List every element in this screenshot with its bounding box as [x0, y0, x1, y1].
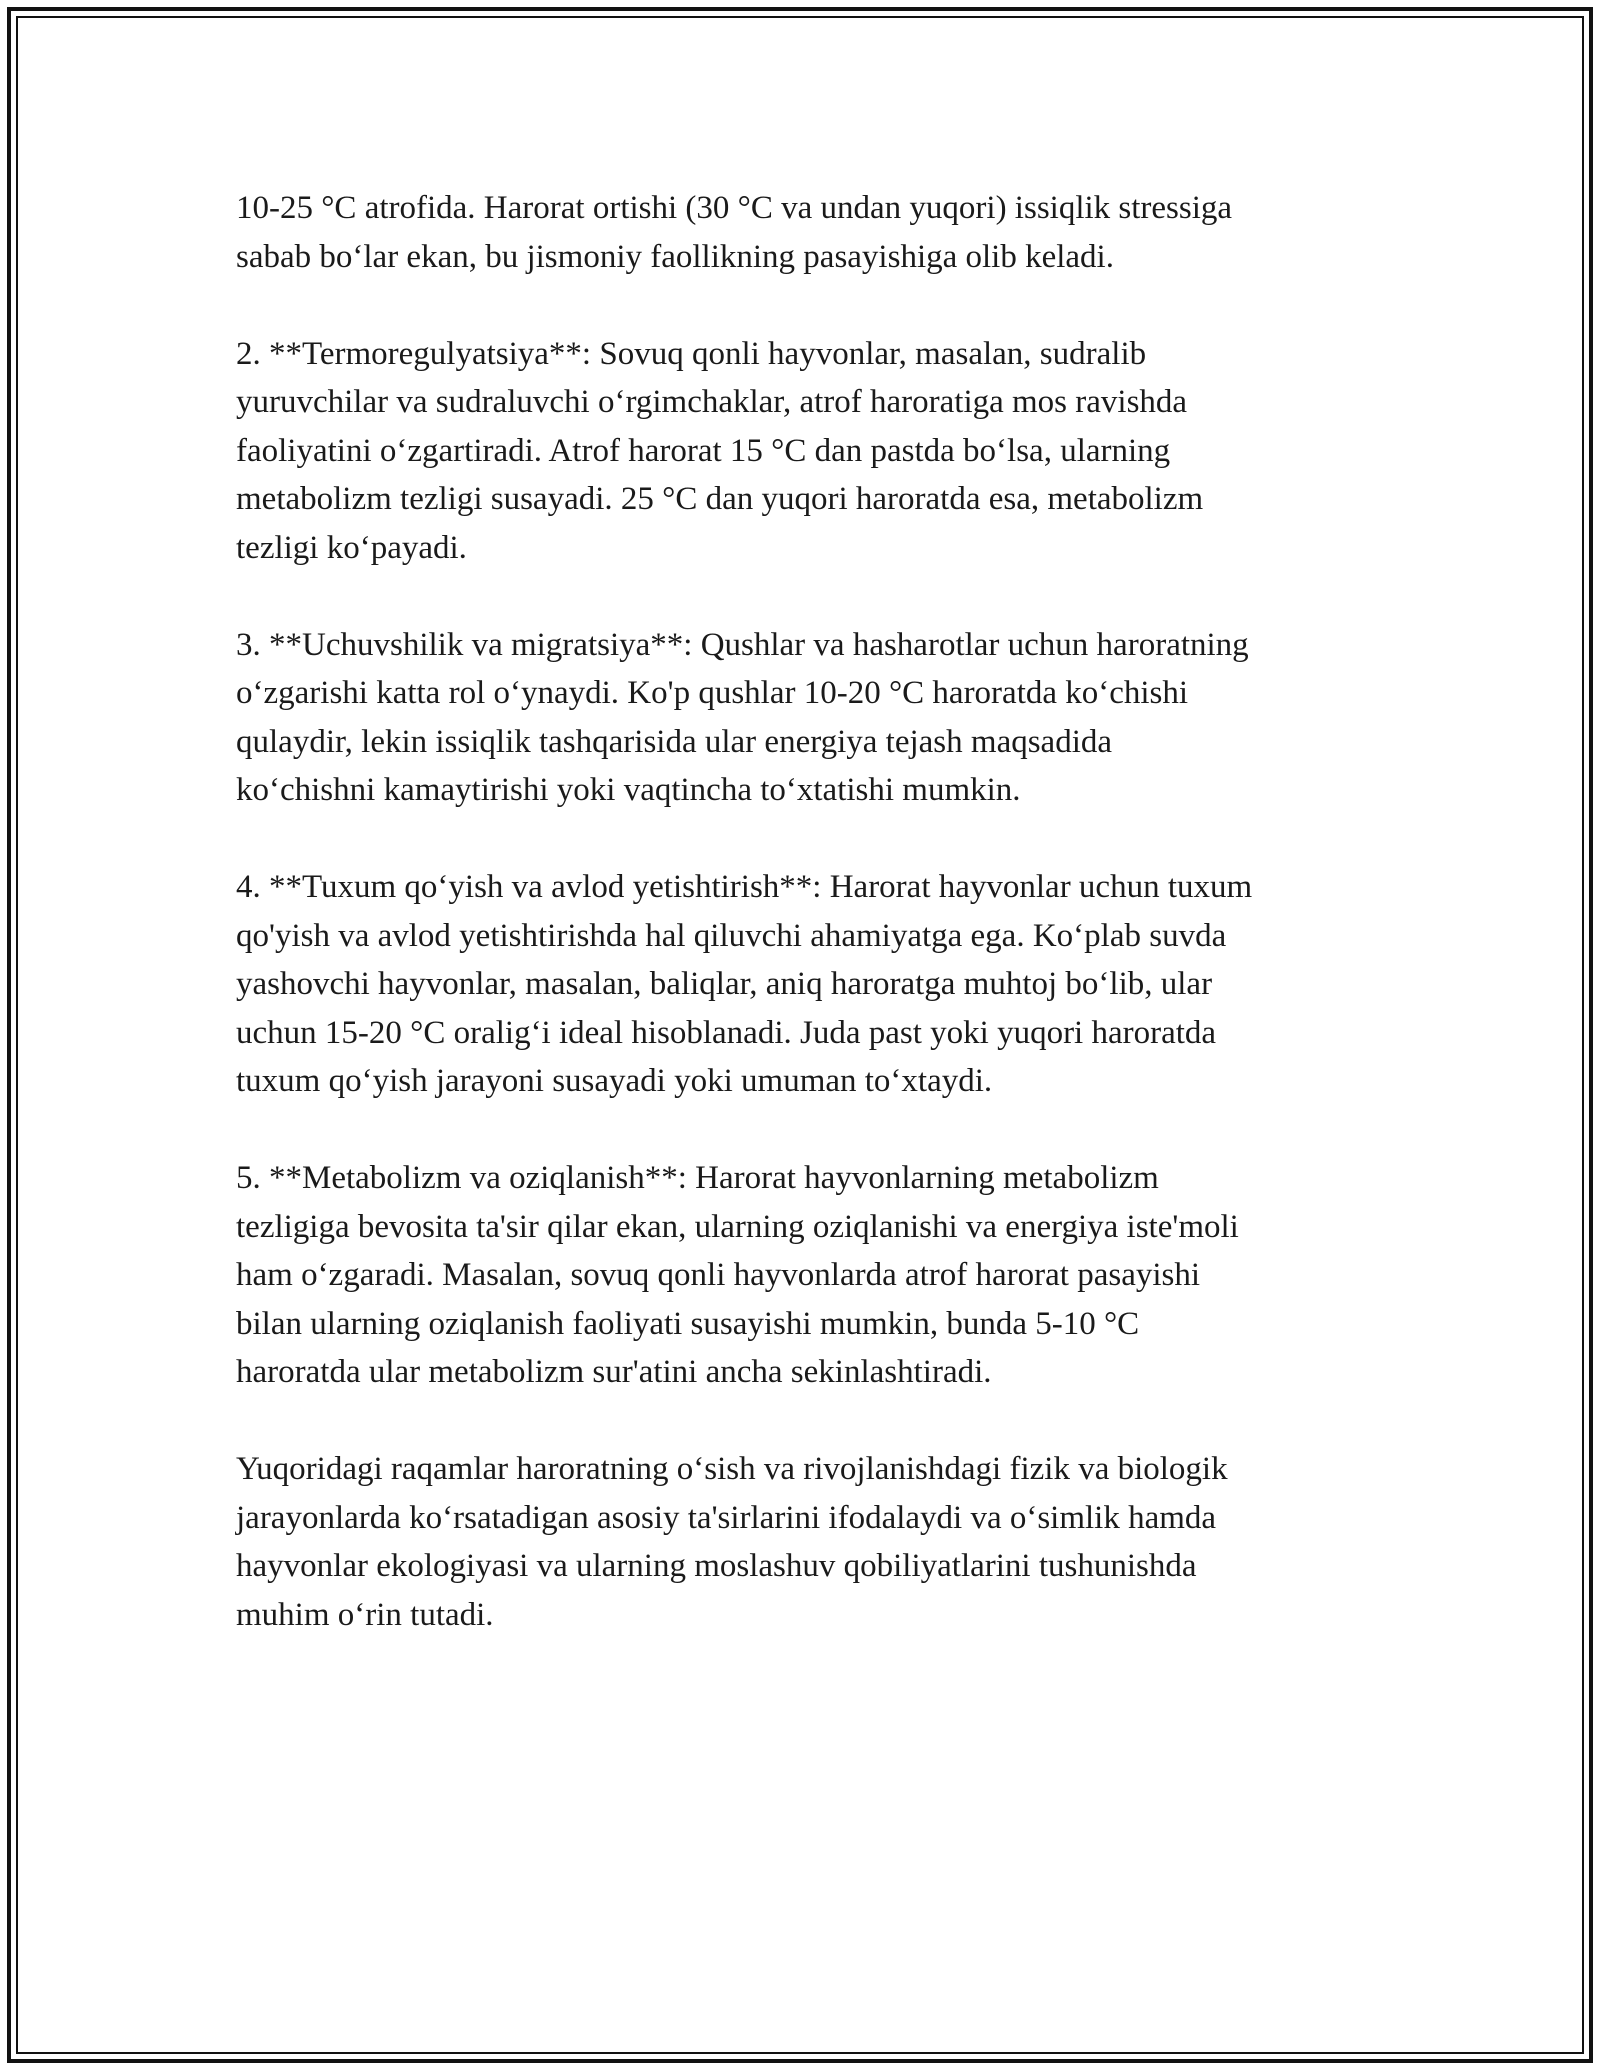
paragraph-intro-continuation: [236, 184, 1416, 281]
document-body: [236, 184, 1416, 1639]
text-line: 3. **Uchuvshilik va migratsiya**: Qushlar va hasharotlar uchun haroratning: [236, 626, 1249, 663]
text-line: 10-25 °C atrofida. Harorat ortishi (30 °C va undan yuqori) issiqlik stressiga: [236, 190, 1233, 226]
text-line: o‘zgarishi katta rol o‘ynaydi. Ko'p qushlar 10-20 °C haroratda ko‘chishi: [236, 675, 1189, 711]
text-line: sabab bo‘lar ekan, bu jismoniy faollikning pasayishiga olib keladi.: [236, 238, 1114, 275]
text-line: 2. **Termoregulyatsiya**: Sovuq qonli hayvonlar, masalan, sudralib: [236, 335, 1147, 372]
paragraph-item-4: [236, 863, 1416, 1106]
text-line: yuruvchilar va sudraluvchi o‘rgimchaklar, atrof haroratiga mos ravishda: [236, 384, 1188, 420]
text-line: tezligi ko‘payadi.: [236, 529, 467, 566]
text-line: Yuqoridagi raqamlar haroratning o‘sish va rivojlanishdagi fizik va biologik: [236, 1451, 1228, 1487]
text-line: jarayonlarda ko‘rsatadigan asosiy ta'sirlarini ifodalaydi va o‘simlik hamda: [236, 1499, 1217, 1536]
text-line: faoliyatini o‘zgartiradi. Atrof harorat 15 °C dan pastda bo‘lsa, ularning: [236, 432, 1171, 469]
paragraph-item-3: [236, 621, 1416, 815]
text-line: ko‘chishni kamaytirishi yoki vaqtincha to‘xtatishi mumkin.: [236, 772, 1021, 808]
text-line: yashovchi hayvonlar, masalan, baliqlar, aniq haroratga muhtoj bo‘lib, ular: [236, 966, 1213, 1002]
text-line: ham o‘zgaradi. Masalan, sovuq qonli hayvonlarda atrof harorat pasayishi: [236, 1257, 1201, 1293]
paragraph-conclusion: [236, 1445, 1416, 1639]
text-line: 4. **Tuxum qo‘yish va avlod yetishtirish**: Harorat hayvonlar uchun tuxum: [236, 869, 1253, 905]
text-line: uchun 15-20 °C oralig‘i ideal hisoblanadi. Juda past yoki yuqori haroratda: [236, 1014, 1217, 1051]
paragraph-item-2: [236, 330, 1416, 573]
text-line: 5. **Metabolizm va oziqlanish**: Harorat hayvonlarning metabolizm: [236, 1160, 1159, 1196]
text-line: qo'yish va avlod yetishtirishda hal qiluvchi ahamiyatga ega. Ko‘plab suvda: [236, 917, 1227, 954]
text-line: bilan ularning oziqlanish faoliyati susayishi mumkin, bunda 5-10 °C: [236, 1305, 1140, 1342]
paragraph-item-5: [236, 1154, 1416, 1397]
text-line: hayvonlar ekologiyasi va ularning moslashuv qobiliyatlarini tushunishda: [236, 1548, 1197, 1584]
text-line: qulaydir, lekin issiqlik tashqarisida ular energiya tejash maqsadida: [236, 723, 1113, 760]
text-line: muhim o‘rin tutadi.: [236, 1596, 494, 1633]
text-line: tuxum qo‘yish jarayoni susayadi yoki umuman to‘xtaydi.: [236, 1063, 993, 1099]
text-line: tezligiga bevosita ta'sir qilar ekan, ularning oziqlanishi va energiya iste'moli: [236, 1208, 1239, 1245]
text-line: metabolizm tezligi susayadi. 25 °C dan yuqori haroratda esa, metabolizm: [236, 481, 1204, 517]
text-line: haroratda ular metabolizm sur'atini ancha sekinlashtiradi.: [236, 1354, 992, 1390]
